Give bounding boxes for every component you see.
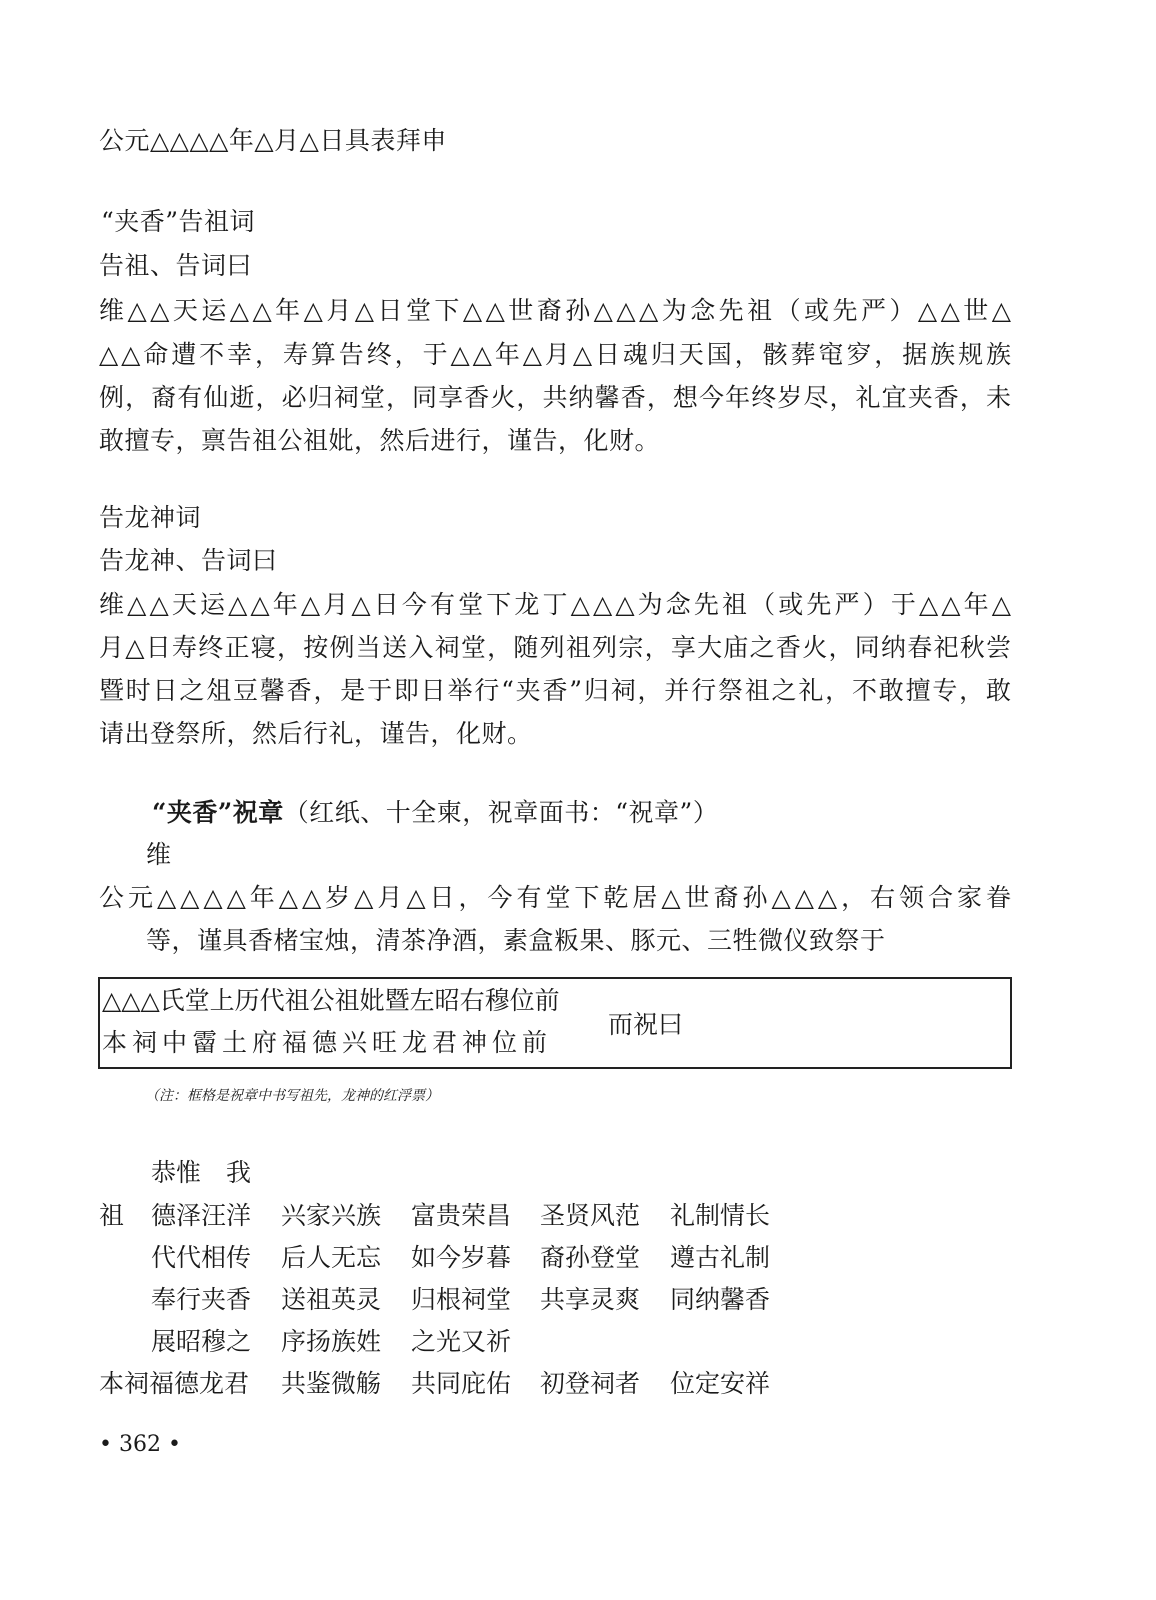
verse-head: 恭惟 我 xyxy=(151,1158,252,1187)
verse-lead: 本祠福德龙君 xyxy=(99,1369,250,1398)
verse-phrase: 共享灵爽 xyxy=(540,1285,641,1314)
verse-phrase: 兴家兴族 xyxy=(281,1201,382,1230)
verse-phrase: 富贵荣昌 xyxy=(411,1201,512,1230)
verse-phrase: 共鉴微觞 xyxy=(281,1369,382,1398)
verse-phrase: 后人无忘 xyxy=(281,1243,382,1272)
verse-phrase: 之光又祈 xyxy=(411,1327,512,1356)
box-row-dragon-god: 本祠中霤土府福德兴旺龙君神位前 xyxy=(102,1028,553,1057)
verse-phrase: 初登祠者 xyxy=(540,1369,641,1398)
verse-phrase: 位定安祥 xyxy=(670,1369,771,1398)
verse-phrase: 归根祠堂 xyxy=(411,1285,512,1314)
paragraph-line: 敢擅专，禀告祖公祖妣，然后进行，谨告，化财。 xyxy=(99,426,661,455)
verse-phrase: 同纳馨香 xyxy=(670,1285,771,1314)
paragraph-line: 维△△天运△△年△月△日今有堂下龙丁△△△为念先祖（或先严）于△△年△ xyxy=(99,590,1011,619)
box-side-text: 而祝曰 xyxy=(608,1010,684,1039)
verse-phrase: 奉行夹香 xyxy=(151,1285,252,1314)
section-title-bold: “夹香”祝章 xyxy=(152,798,284,827)
verse-phrase: 序扬族姓 xyxy=(281,1327,382,1356)
verse-lead: 祖 xyxy=(99,1201,125,1230)
section-title-dragon-god: 告龙神词 xyxy=(99,503,202,532)
verse-phrase: 送祖英灵 xyxy=(281,1285,382,1314)
date-line: 公元△△△△年△月△日具表拜申 xyxy=(99,126,447,155)
box-footnote: （注：框格是祝章中书写祖先，龙神的红浮票） xyxy=(145,1088,439,1104)
page-number: • 362 • xyxy=(99,1432,181,1457)
verse-phrase: 遵古礼制 xyxy=(670,1243,771,1272)
paragraph-line: 维△△天运△△年△月△日堂下△△世裔孙△△△为念先祖（或先严）△△世△ xyxy=(99,296,1011,325)
section-title-ancestor-prayer: “夹香”告祖词 xyxy=(101,207,256,236)
wei-line: 维 xyxy=(146,840,172,869)
verse-phrase: 共同庇佑 xyxy=(411,1369,512,1398)
paragraph-line: 公元△△△△年△△岁△月△日，今有堂下乾居△世裔孙△△△，右领合家眷 xyxy=(99,883,1011,912)
paragraph-line: △△命遭不幸，寿算告终，于△△年△月△日魂归天国，骸葬窀穸，据族规族 xyxy=(99,340,1011,369)
verse-phrase: 如今岁暮 xyxy=(411,1243,512,1272)
paragraph-line: 暨时日之俎豆馨香，是于即日举行“夹香”归祠，并行祭祖之礼，不敢擅专，敢 xyxy=(99,676,1011,705)
section-subtitle: 告祖、告词曰 xyxy=(99,251,253,280)
paragraph-line: 请出登祭所，然后行礼，谨告，化财。 xyxy=(99,719,533,748)
verse-phrase: 展昭穆之 xyxy=(151,1327,252,1356)
paragraph-line: 等，谨具香楮宝烛，清茶净酒，素盒粄果、豚元、三牲微仪致祭于 xyxy=(146,926,886,955)
verse-phrase: 代代相传 xyxy=(151,1243,252,1272)
paragraph-line: 例，裔有仙逝，必归祠堂，同享香火，共纳馨香，想今年终岁尽，礼宜夹香，未 xyxy=(99,383,1011,412)
verse-phrase: 裔孙登堂 xyxy=(540,1243,641,1272)
ancestor-name-box xyxy=(98,977,1012,1069)
verse-phrase: 圣贤风范 xyxy=(540,1201,641,1230)
section-subtitle: 告龙神、告词曰 xyxy=(99,546,278,575)
verse-phrase: 礼制情长 xyxy=(670,1201,771,1230)
section-title-blessing xyxy=(152,797,718,829)
box-row-ancestors: △△△氏堂上历代祖公祖妣暨左昭右穆位前 xyxy=(102,986,560,1015)
paragraph-line: 月△日寿终正寝，按例当送入祠堂，随列祖列宗，享大庙之香火，同纳春祀秋尝 xyxy=(99,633,1011,662)
section-title-note: （红纸、十全柬，祝章面书：“祝章”） xyxy=(283,798,719,827)
verse-phrase: 德泽汪洋 xyxy=(151,1201,252,1230)
